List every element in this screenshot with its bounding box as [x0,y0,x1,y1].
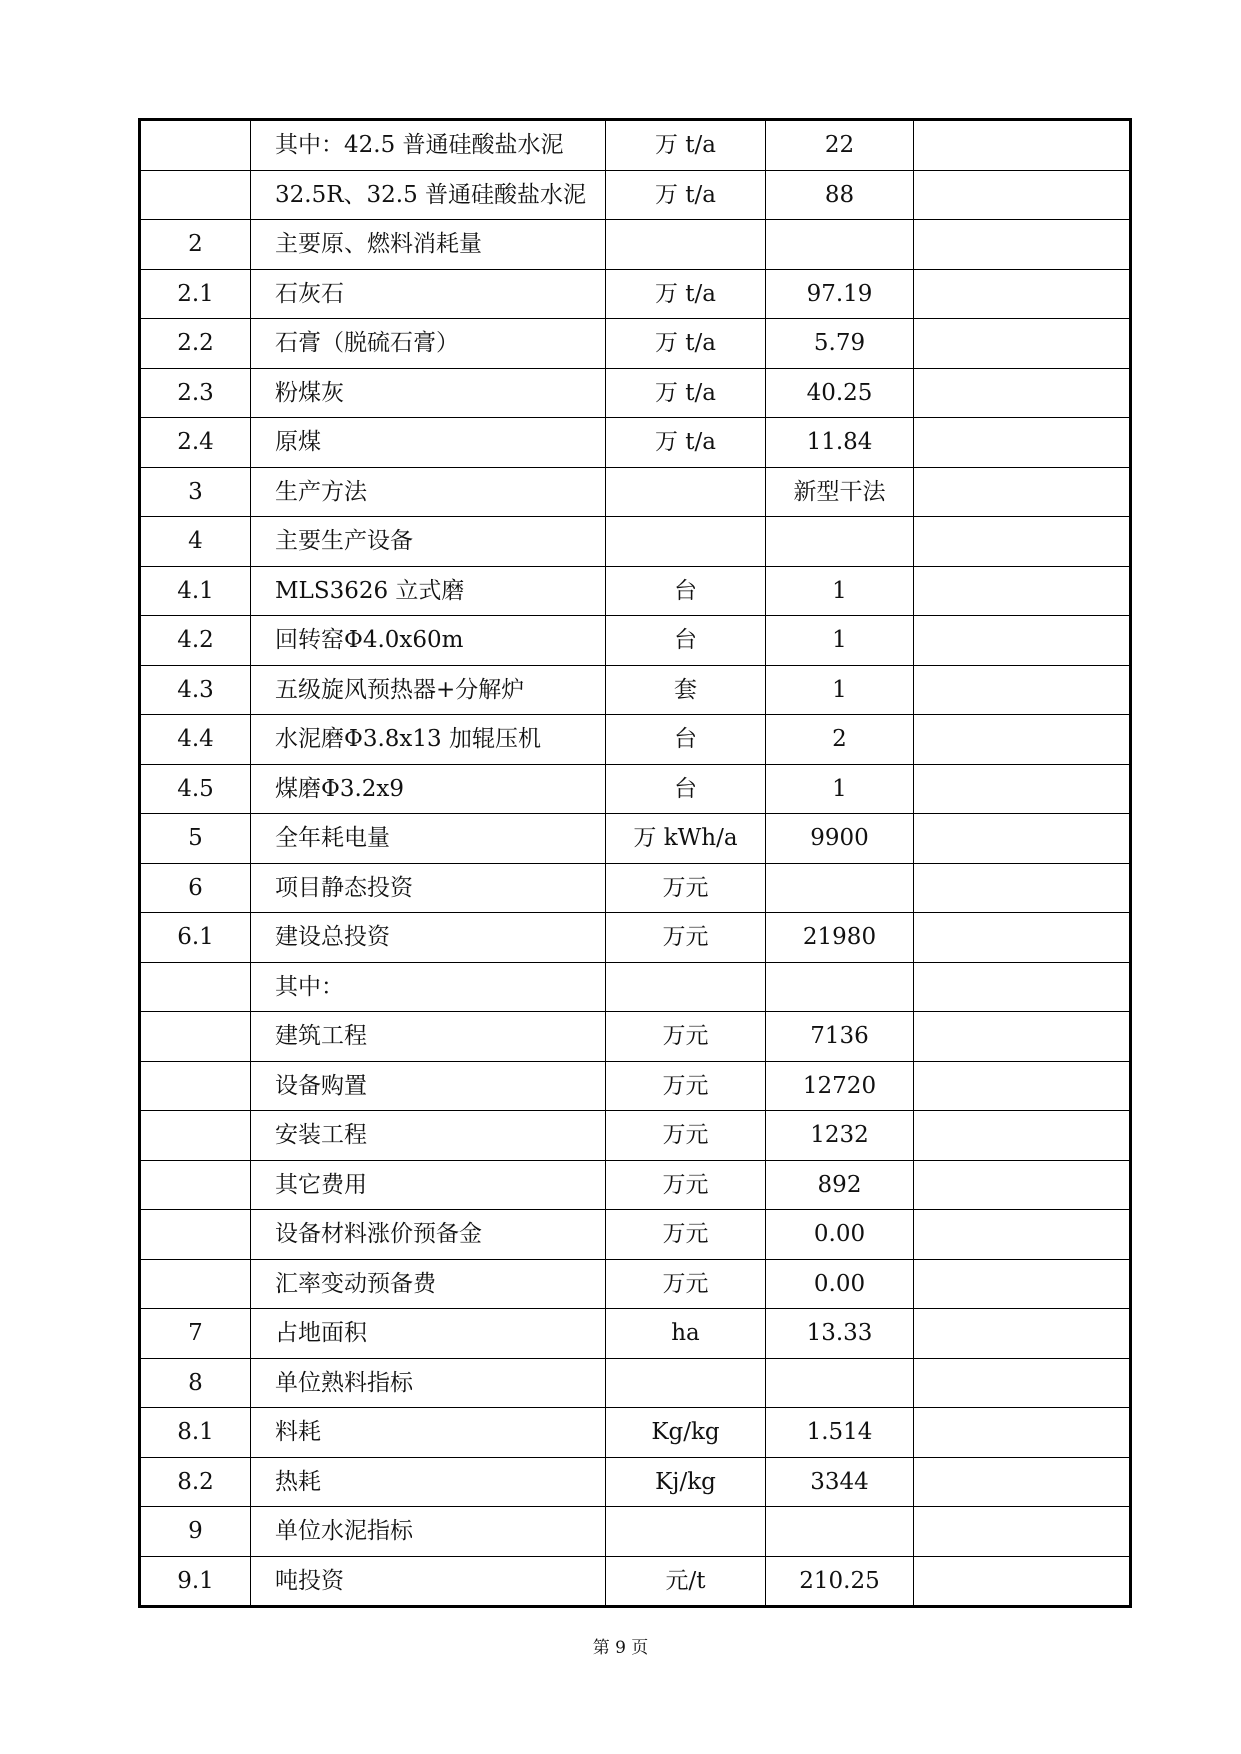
unit-cell: 万元 [606,1012,766,1062]
item-name-cell: 粉煤灰 [251,368,606,418]
note-cell [914,764,1131,814]
item-name-cell: MLS3626 立式磨 [251,566,606,616]
unit-cell: 台 [606,764,766,814]
row-number-cell: 4.2 [140,616,251,666]
note-cell [914,1012,1131,1062]
note-cell [914,1111,1131,1161]
note-cell [914,913,1131,963]
item-name-cell: 石膏（脱硫石膏） [251,319,606,369]
item-name-cell: 主要原、燃料消耗量 [251,220,606,270]
row-number-cell [140,1012,251,1062]
row-number-cell [140,170,251,220]
item-name-cell: 原煤 [251,418,606,468]
note-cell [914,220,1131,270]
note-cell [914,1160,1131,1210]
note-cell [914,120,1131,171]
item-name-cell: 汇率变动预备费 [251,1259,606,1309]
item-name-cell: 其中：42.5 普通硅酸盐水泥 [251,120,606,171]
item-name-cell: 建筑工程 [251,1012,606,1062]
note-cell [914,1556,1131,1607]
page-number: 第 9 页 [592,1638,649,1658]
value-cell [766,517,914,567]
item-name-cell: 占地面积 [251,1309,606,1359]
row-number-cell [140,962,251,1012]
note-cell [914,863,1131,913]
value-cell: 9900 [766,814,914,864]
table-row [140,1556,1131,1607]
item-name-cell: 项目静态投资 [251,863,606,913]
value-cell: 11.84 [766,418,914,468]
row-number-cell: 9.1 [140,1556,251,1607]
table-row [140,863,1131,913]
unit-cell: 万 kWh/a [606,814,766,864]
row-number-cell: 2.4 [140,418,251,468]
value-cell: 892 [766,1160,914,1210]
note-cell [914,1309,1131,1359]
row-number-cell: 4.4 [140,715,251,765]
table-row [140,517,1131,567]
table-row [140,962,1131,1012]
note-cell [914,1408,1131,1458]
unit-cell [606,962,766,1012]
value-cell: 3344 [766,1457,914,1507]
row-number-cell: 4.1 [140,566,251,616]
table-row [140,566,1131,616]
note-cell [914,616,1131,666]
table-row [140,616,1131,666]
row-number-cell: 8.1 [140,1408,251,1458]
value-cell: 1.514 [766,1408,914,1458]
unit-cell: 万元 [606,1210,766,1260]
row-number-cell: 9 [140,1507,251,1557]
row-number-cell [140,120,251,171]
note-cell [914,368,1131,418]
row-number-cell: 2.2 [140,319,251,369]
value-cell: 7136 [766,1012,914,1062]
table-row [140,913,1131,963]
table-row [140,1507,1131,1557]
note-cell [914,170,1131,220]
note-cell [914,1358,1131,1408]
value-cell: 13.33 [766,1309,914,1359]
value-cell: 1 [766,566,914,616]
table-row [140,1111,1131,1161]
table-row [140,1259,1131,1309]
table-row [140,368,1131,418]
row-number-cell: 2 [140,220,251,270]
unit-cell [606,517,766,567]
table-row [140,1457,1131,1507]
unit-cell [606,1507,766,1557]
page-footer [0,1633,1241,1658]
unit-cell [606,1358,766,1408]
value-cell: 97.19 [766,269,914,319]
value-cell: 1 [766,764,914,814]
item-name-cell: 建设总投资 [251,913,606,963]
note-cell [914,566,1131,616]
note-cell [914,665,1131,715]
value-cell: 210.25 [766,1556,914,1607]
row-number-cell: 2.3 [140,368,251,418]
row-number-cell: 5 [140,814,251,864]
unit-cell: 万 t/a [606,418,766,468]
item-name-cell: 其它费用 [251,1160,606,1210]
table-row [140,814,1131,864]
row-number-cell [140,1111,251,1161]
unit-cell: 万元 [606,913,766,963]
note-cell [914,1457,1131,1507]
table-row [140,269,1131,319]
indicator-table [138,118,1132,1608]
item-name-cell: 五级旋风预热器+分解炉 [251,665,606,715]
row-number-cell: 4.3 [140,665,251,715]
item-name-cell: 单位水泥指标 [251,1507,606,1557]
item-name-cell: 全年耗电量 [251,814,606,864]
value-cell: 88 [766,170,914,220]
item-name-cell: 吨投资 [251,1556,606,1607]
unit-cell: 万元 [606,1259,766,1309]
unit-cell: Kj/kg [606,1457,766,1507]
item-name-cell: 其中： [251,962,606,1012]
table-row [140,467,1131,517]
unit-cell: 万元 [606,1061,766,1111]
item-name-cell: 设备材料涨价预备金 [251,1210,606,1260]
value-cell: 1 [766,665,914,715]
table-row [140,1061,1131,1111]
unit-cell: 万 t/a [606,319,766,369]
note-cell [914,715,1131,765]
row-number-cell: 3 [140,467,251,517]
value-cell [766,1507,914,1557]
unit-cell: 万 t/a [606,269,766,319]
note-cell [914,517,1131,567]
value-cell: 40.25 [766,368,914,418]
item-name-cell: 主要生产设备 [251,517,606,567]
value-cell [766,1358,914,1408]
unit-cell: 元/t [606,1556,766,1607]
table-row [140,418,1131,468]
unit-cell: 万元 [606,1160,766,1210]
note-cell [914,814,1131,864]
value-cell [766,962,914,1012]
row-number-cell: 6.1 [140,913,251,963]
row-number-cell: 4.5 [140,764,251,814]
item-name-cell: 热耗 [251,1457,606,1507]
unit-cell: ha [606,1309,766,1359]
table-row [140,170,1131,220]
row-number-cell: 6 [140,863,251,913]
item-name-cell: 生产方法 [251,467,606,517]
unit-cell: 万 t/a [606,368,766,418]
table-row [140,120,1131,171]
unit-cell: Kg/kg [606,1408,766,1458]
indicator-table-body [140,120,1131,1607]
unit-cell: 台 [606,616,766,666]
table-row [140,764,1131,814]
value-cell: 新型干法 [766,467,914,517]
item-name-cell: 水泥磨Φ3.8x13 加辊压机 [251,715,606,765]
row-number-cell [140,1061,251,1111]
unit-cell: 万元 [606,1111,766,1161]
unit-cell: 台 [606,715,766,765]
note-cell [914,1507,1131,1557]
note-cell [914,319,1131,369]
value-cell [766,220,914,270]
note-cell [914,1210,1131,1260]
row-number-cell [140,1259,251,1309]
row-number-cell: 4 [140,517,251,567]
item-name-cell: 煤磨Φ3.2x9 [251,764,606,814]
table-row [140,1160,1131,1210]
value-cell [766,863,914,913]
note-cell [914,467,1131,517]
table-row [140,1210,1131,1260]
item-name-cell: 回转窑Φ4.0x60m [251,616,606,666]
unit-cell: 台 [606,566,766,616]
table-row [140,1408,1131,1458]
item-name-cell: 单位熟料指标 [251,1358,606,1408]
note-cell [914,1259,1131,1309]
row-number-cell: 8.2 [140,1457,251,1507]
value-cell: 0.00 [766,1210,914,1260]
table-row [140,665,1131,715]
value-cell: 0.00 [766,1259,914,1309]
table-row [140,715,1131,765]
value-cell: 1 [766,616,914,666]
unit-cell [606,220,766,270]
note-cell [914,269,1131,319]
item-name-cell: 石灰石 [251,269,606,319]
unit-cell: 套 [606,665,766,715]
item-name-cell: 32.5R、32.5 普通硅酸盐水泥 [251,170,606,220]
value-cell: 22 [766,120,914,171]
item-name-cell: 料耗 [251,1408,606,1458]
row-number-cell [140,1210,251,1260]
row-number-cell: 2.1 [140,269,251,319]
item-name-cell: 安装工程 [251,1111,606,1161]
value-cell: 21980 [766,913,914,963]
row-number-cell: 8 [140,1358,251,1408]
row-number-cell: 7 [140,1309,251,1359]
table-row [140,319,1131,369]
value-cell: 12720 [766,1061,914,1111]
unit-cell: 万 t/a [606,170,766,220]
note-cell [914,1061,1131,1111]
value-cell: 5.79 [766,319,914,369]
unit-cell: 万 t/a [606,120,766,171]
value-cell: 1232 [766,1111,914,1161]
unit-cell: 万元 [606,863,766,913]
item-name-cell: 设备购置 [251,1061,606,1111]
table-row [140,1012,1131,1062]
row-number-cell [140,1160,251,1210]
value-cell: 2 [766,715,914,765]
unit-cell [606,467,766,517]
note-cell [914,418,1131,468]
table-row [140,220,1131,270]
note-cell [914,962,1131,1012]
table-row [140,1309,1131,1359]
table-row [140,1358,1131,1408]
